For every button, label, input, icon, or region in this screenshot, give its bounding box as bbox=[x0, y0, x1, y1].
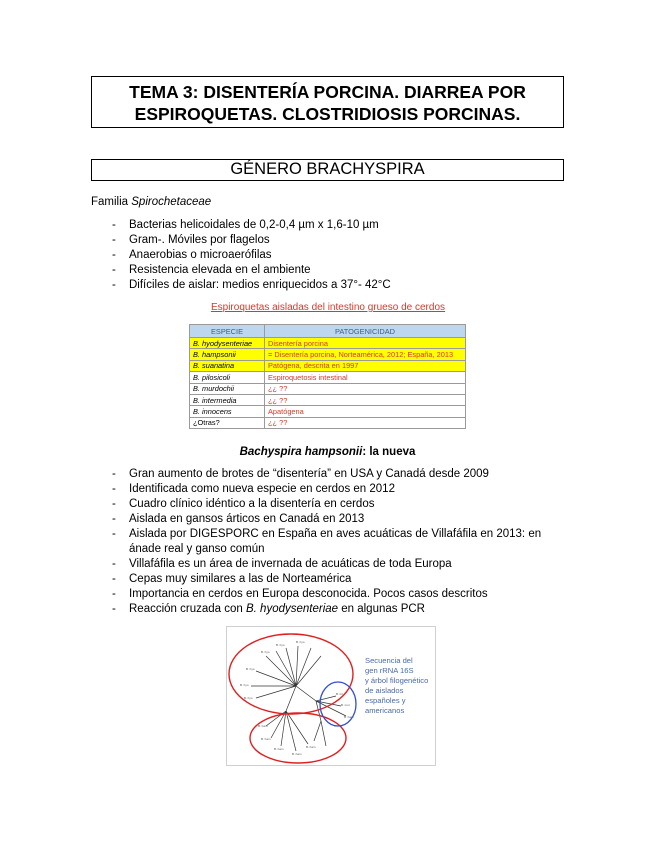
list-item: - Cepas muy similares a las de Norteamérica bbox=[91, 572, 543, 587]
pathogenicity-cell: ¿¿ ?? bbox=[265, 394, 466, 405]
list-item: - Villafáfila es un área de invernada de acuáticas de toda Europa bbox=[91, 557, 543, 572]
pathogenicity-cell: ¿¿ ?? bbox=[265, 417, 466, 428]
list-item: - Cuadro clínico idéntico a la disentería en cerdos bbox=[91, 497, 543, 512]
pathogenicity-cell: Disentería porcina bbox=[265, 338, 466, 349]
species-cell: B. murdochii bbox=[190, 383, 265, 394]
species-cell: B. innocens bbox=[190, 406, 265, 417]
caption-line: y árbol filogenético bbox=[365, 676, 429, 685]
main-title-line-1: TEMA 3: DISENTERÍA PORCINA. DIARREA POR bbox=[129, 82, 526, 102]
list-item: - Identificada como nueva especie en cerdos en 2012 bbox=[91, 482, 543, 497]
pathogenicity-cell: Apatógena bbox=[265, 406, 466, 417]
list-item: - Importancia en cerdos en Europa desconocida. Pocos casos descritos bbox=[91, 587, 543, 602]
caption-line: españoles y bbox=[365, 696, 406, 705]
svg-text:B. hyo: B. hyo bbox=[276, 643, 285, 647]
list-item-text: Reacción cruzada con bbox=[129, 603, 246, 615]
list-item bbox=[91, 602, 543, 617]
family-label: Familia bbox=[91, 196, 132, 208]
svg-text:B. ham: B. ham bbox=[258, 724, 268, 728]
subheading-species: Bachyspira hampsonii bbox=[239, 446, 363, 458]
table-row bbox=[190, 338, 466, 349]
table-row bbox=[190, 394, 466, 405]
species-cell: B. hyodysenteriae bbox=[190, 338, 265, 349]
table-row bbox=[190, 417, 466, 428]
list-item: - Resistencia elevada en el ambiente bbox=[91, 263, 391, 278]
svg-text:B. hyo: B. hyo bbox=[244, 696, 253, 700]
list-item-species: B. hyodysenteriae bbox=[245, 603, 339, 615]
table-row bbox=[190, 383, 466, 394]
pathogenicity-cell: Espiroquetosis intestinal bbox=[265, 372, 466, 383]
family-name: Spirochetaceae bbox=[131, 196, 212, 208]
species-table bbox=[189, 324, 466, 429]
figure-caption bbox=[365, 656, 428, 716]
svg-text:B. mur: B. mur bbox=[341, 703, 350, 707]
species-cell: B. intermedia bbox=[190, 394, 265, 405]
pathogenicity-cell: = Disentería porcina, Norteamérica, 2012; España, 2013 bbox=[265, 349, 466, 360]
pathogenicity-cell: Patógena, descrita en 1997 bbox=[265, 360, 466, 371]
subheading-rest: : la nueva bbox=[362, 446, 416, 458]
list-item: - Difíciles de aislar: medios enriquecidos a 37°- 42°C bbox=[91, 278, 391, 293]
subheading bbox=[91, 446, 564, 458]
svg-text:B. hyo: B. hyo bbox=[240, 683, 249, 687]
svg-text:B. ham: B. ham bbox=[274, 747, 284, 751]
svg-text:B. hyo: B. hyo bbox=[246, 667, 255, 671]
header-species: ESPECIE bbox=[190, 325, 265, 338]
caption-line: Secuencia del bbox=[365, 656, 413, 665]
svg-text:B. int: B. int bbox=[336, 692, 343, 696]
section-title: GÉNERO BRACHYSPIRA bbox=[91, 159, 564, 181]
list-item: - Gran aumento de brotes de “disentería” en USA y Canadá desde 2009 bbox=[91, 467, 543, 482]
svg-text:B. ham: B. ham bbox=[344, 715, 354, 719]
svg-text:B. hyo: B. hyo bbox=[261, 650, 270, 654]
svg-text:B. ham: B. ham bbox=[261, 737, 271, 741]
table-header-row bbox=[190, 325, 466, 338]
caption-line: americanos bbox=[365, 706, 405, 715]
header-pathogenicity: PATOGENICIDAD bbox=[265, 325, 466, 338]
characteristics-list bbox=[91, 218, 391, 293]
table-row bbox=[190, 360, 466, 371]
caption-line: gen rRNA 16S bbox=[365, 666, 414, 675]
family-line bbox=[91, 196, 211, 208]
caption-line: de aislados bbox=[365, 686, 404, 695]
list-item: - Anaerobias o microaerófilas bbox=[91, 248, 391, 263]
svg-text:B. ham: B. ham bbox=[292, 752, 302, 756]
svg-text:B. ham: B. ham bbox=[306, 745, 316, 749]
table-row bbox=[190, 406, 466, 417]
list-item: - Bacterias helicoidales de 0,2-0,4 µm x 1,6-10 µm bbox=[91, 218, 391, 233]
hampsonii-list bbox=[91, 467, 543, 617]
table-row bbox=[190, 372, 466, 383]
table-row bbox=[190, 349, 466, 360]
pathogenicity-cell: ¿¿ ?? bbox=[265, 383, 466, 394]
species-cell: B. hampsonii bbox=[190, 349, 265, 360]
list-item: - Gram-. Móviles por flagelos bbox=[91, 233, 391, 248]
table-title: Espiroquetas aisladas del intestino grueso de cerdos bbox=[210, 302, 446, 313]
main-title-line-2: ESPIROQUETAS. CLOSTRIDIOSIS PORCINAS. bbox=[134, 104, 521, 124]
list-item: - Aislada en gansos árticos en Canadá en 2013 bbox=[91, 512, 543, 527]
svg-text:B. hyo: B. hyo bbox=[296, 640, 305, 644]
main-title bbox=[91, 76, 564, 128]
species-cell: ¿Otras? bbox=[190, 417, 265, 428]
species-cell: B. pilosicoli bbox=[190, 372, 265, 383]
species-cell: B. suanatina bbox=[190, 360, 265, 371]
list-item: - Aislada por DIGESPORC en España en aves acuáticas de Villafáfila en 2013: en ánade real y ganso común bbox=[91, 527, 543, 557]
list-item-text: en algunas PCR bbox=[338, 603, 425, 615]
